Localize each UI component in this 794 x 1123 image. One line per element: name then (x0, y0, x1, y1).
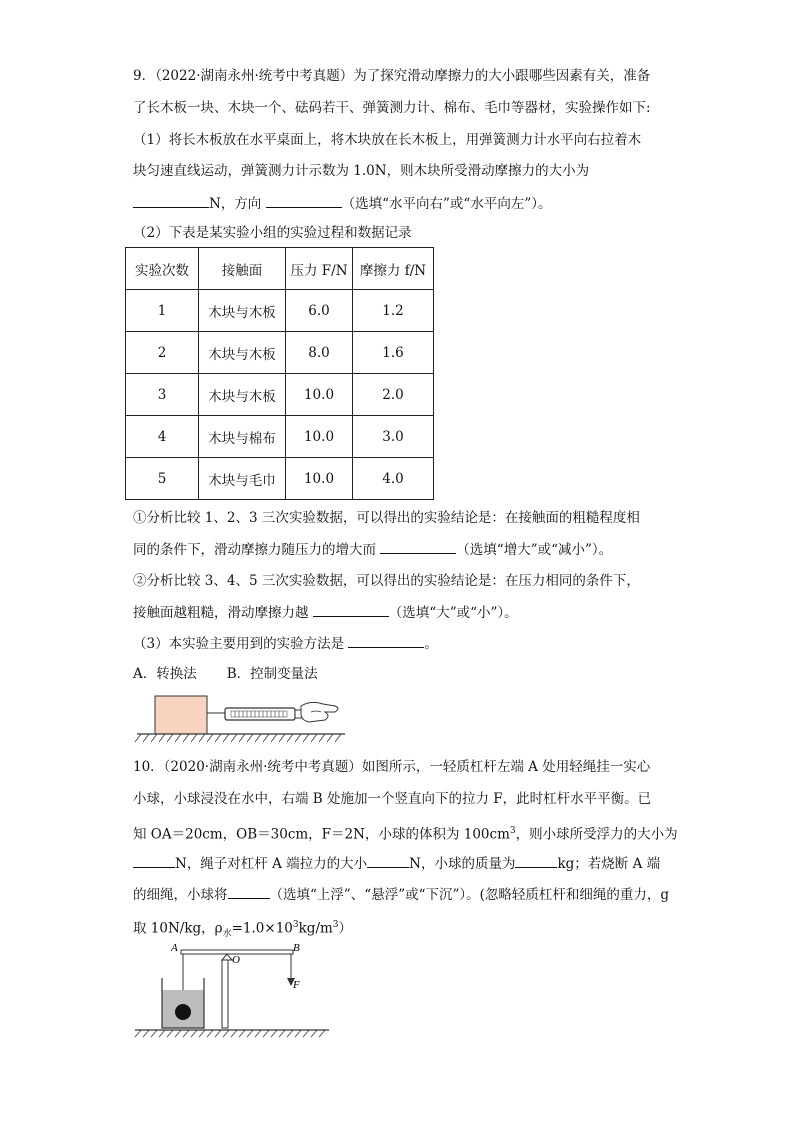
q10-l6-sub: 水 (222, 929, 232, 940)
q9-conclusion2-line1: ②分析比较 3、4、5 三次实验数据，可以得出的实验结论是：在压力相同的条件下， (133, 573, 640, 589)
answer-blank[interactable] (515, 853, 557, 868)
table-cell: 木块与毛巾 (199, 458, 286, 500)
table-row (126, 374, 434, 416)
q10-stem-line4 (133, 853, 660, 874)
table-cell: 8.0 (286, 332, 353, 374)
table-cell: 3.0 (353, 416, 434, 458)
q10-l3-b: ，则小球所受浮力的大小为 (515, 826, 678, 843)
q10-l6-c: kg/m (298, 920, 333, 937)
table-cell: 10.0 (286, 416, 353, 458)
table-row (126, 458, 434, 500)
q10-l4-a: N，绳子对杠杆 A 端拉力的大小 (175, 856, 368, 872)
q10-l4-b: N，小球的质量为 (409, 856, 516, 872)
lever-figure (133, 938, 333, 1038)
label-f: F (293, 979, 300, 991)
q9-part3 (133, 633, 438, 654)
q10-stem-line3 (133, 821, 678, 845)
q10-stem-line2: 小球，小球浸没在水中，右端 B 处施加一个竖直向下的拉力 F，此时杠杆水平平衡。已 (133, 791, 652, 807)
table-cell: 木块与棉布 (199, 416, 286, 458)
experiment-table (125, 247, 434, 500)
q10-l3-a: 知 OA＝20cm，OB＝30cm，F＝2N，小球的体积为 100cm (133, 826, 510, 843)
answer-blank[interactable] (133, 193, 209, 208)
answer-blank[interactable] (367, 853, 409, 868)
q9-part1-line1: （1）将长木板放在水平桌面上，将木块放在长木板上，用弹簧测力计水平向右拉着木 (133, 132, 642, 148)
label-o: O (232, 954, 240, 966)
table-row (126, 416, 434, 458)
support-post (222, 960, 228, 1028)
table-header: 接触面 (199, 248, 286, 290)
q10-l6-d: ） (338, 920, 353, 937)
table-cell: 10.0 (286, 374, 353, 416)
answer-blank[interactable] (313, 602, 389, 617)
q9-options (133, 664, 318, 684)
q10-l5-a: 的细绳，小球将 (133, 887, 228, 903)
table-cell: 木块与木板 (199, 332, 286, 374)
q10-l6-sup2: 3 (332, 920, 339, 930)
table-cell: 1.6 (353, 332, 434, 374)
option-b[interactable]: B．控制变量法 (226, 666, 318, 682)
answer-blank[interactable] (133, 853, 175, 868)
q10-l6-b: =1.0×10 (231, 920, 293, 937)
ball (175, 1004, 191, 1020)
table-cell: 1.2 (353, 290, 434, 332)
table-cell: 6.0 (286, 290, 353, 332)
table-cell: 4 (126, 416, 199, 458)
ground-hatch (135, 734, 341, 742)
ground-hatch (135, 1030, 325, 1037)
q9-part1-text-b: （选填“水平向右”或“水平向左”）。 (341, 196, 552, 212)
table-header: 实验次数 (126, 248, 199, 290)
q9-conclusion2-line2 (133, 602, 518, 623)
table-cell: 5 (126, 458, 199, 500)
option-a[interactable]: A．转换法 (133, 666, 197, 682)
table-cell: 10.0 (286, 458, 353, 500)
q9-c2-text-a: 接触面越粗糙，滑动摩擦力越 (133, 605, 313, 621)
q9-c1-text-b: （选填“增大”或“减小”）。 (456, 542, 613, 558)
q9-stem-line1: 9．（2022·湖南永州·统考中考真题）为了探究滑动摩擦力的大小跟哪些因素有关，准备 (133, 68, 651, 84)
answer-blank[interactable] (228, 884, 270, 899)
hand-icon (301, 702, 338, 722)
table-cell: 1 (126, 290, 199, 332)
table-cell: 2 (126, 332, 199, 374)
q9-part1-line3 (133, 193, 551, 214)
q10-stem-line5 (133, 884, 669, 905)
table-cell: 木块与木板 (199, 290, 286, 332)
q9-conclusion1-line1: ①分析比较 1、2、3 三次实验数据，可以得出的实验结论是：在接触面的粗糙程度相 (133, 510, 640, 526)
table-cell: 2.0 (353, 374, 434, 416)
label-a: A (171, 942, 178, 954)
q10-l5-b: （选填“上浮”、“悬浮”或“下沉”）。(忽略轻质杠杆和细绳的重力，g (269, 887, 670, 903)
q9-part1-line2: 块匀速直线运动，弹簧测力计示数为 1.0N，则木块所受滑动摩擦力的大小为 (133, 163, 590, 179)
answer-blank[interactable] (380, 539, 456, 554)
answer-blank[interactable] (266, 193, 342, 208)
q10-l6-a: 取 10N/kg，ρ (133, 920, 223, 937)
q10-l6-sup: 3 (292, 920, 299, 930)
answer-blank[interactable] (348, 633, 424, 648)
friction-experiment-figure (133, 690, 353, 745)
pivot-triangle (222, 954, 232, 960)
table-cell: 3 (126, 374, 199, 416)
q9-c1-text-a: 同的条件下，滑动摩擦力随压力的增大而 (133, 542, 381, 558)
table-header-row (126, 248, 434, 290)
wooden-block (155, 696, 207, 734)
table-row (126, 290, 434, 332)
q9-part2-intro: （2）下表是某实验小组的实验过程和数据记录 (133, 225, 412, 241)
table-row (126, 332, 434, 374)
q9-part1-text-a: N，方向 (209, 196, 266, 212)
q10-l3-sup: 3 (509, 826, 516, 836)
label-b: B (293, 942, 300, 954)
q9-conclusion1-line2 (133, 539, 612, 560)
q9-stem-line2: 了长木板一块、木块一个、砝码若干、弹簧测力计、棉布、毛巾等器材，实验操作如下: (133, 100, 651, 116)
table-cell: 4.0 (353, 458, 434, 500)
spring-scale-icon (225, 708, 303, 720)
table-header: 压力 F/N (286, 248, 353, 290)
q9-c2-text-b: （选填“大”或“小”）。 (388, 605, 518, 621)
q10-l4-c: kg；若烧断 A 端 (557, 856, 661, 872)
table-header: 摩擦力 f/N (353, 248, 434, 290)
q9-p3-text-a: （3）本实验主要用到的实验方法是 (133, 636, 349, 652)
q10-stem-line1: 10．（2020·湖南永州·统考中考真题）如图所示，一轻质杠杆左端 A 处用轻绳挂一实心 (133, 759, 651, 775)
q9-p3-text-b: 。 (424, 636, 438, 652)
table-cell: 木块与木板 (199, 374, 286, 416)
